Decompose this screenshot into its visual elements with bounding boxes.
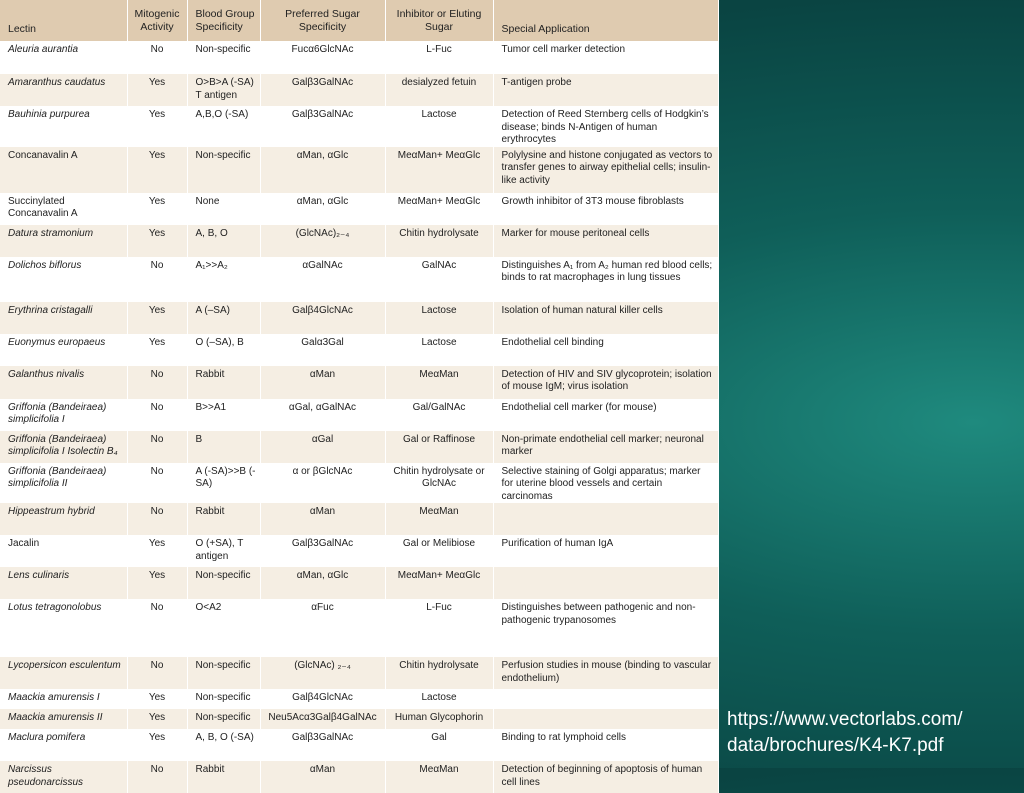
cell-lectin: Concanavalin A xyxy=(0,147,127,193)
cell-lectin: Bauhinia purpurea xyxy=(0,106,127,147)
cell-sugar: αFuc xyxy=(260,599,385,657)
table-row xyxy=(0,599,718,657)
table-row xyxy=(0,334,718,366)
cell-blood-group: O (–SA), B xyxy=(187,334,260,366)
cell-inhibitor: Chitin hydrolysate xyxy=(385,225,493,257)
cell-mitogenic: Yes xyxy=(127,74,187,106)
cell-sugar: αMan xyxy=(260,761,385,793)
cell-application: Distinguishes between pathogenic and non-pathogenic trypanosomes xyxy=(493,599,718,657)
cell-sugar: αMan, αGlc xyxy=(260,193,385,225)
table-row xyxy=(0,761,718,793)
header-mitogenic: Mitogenic Activity xyxy=(127,0,187,41)
header-sugar: Preferred Sugar Specificity xyxy=(260,0,385,41)
cell-application: Binding to rat lymphoid cells xyxy=(493,729,718,761)
cell-inhibitor: MeαMan xyxy=(385,366,493,399)
table-row xyxy=(0,366,718,399)
cell-application: Detection of beginning of apoptosis of human cell lines xyxy=(493,761,718,793)
cell-sugar: αMan xyxy=(260,366,385,399)
cell-inhibitor: Lactose xyxy=(385,106,493,147)
cell-inhibitor: Lactose xyxy=(385,689,493,709)
cell-lectin: Lotus tetragonolobus xyxy=(0,599,127,657)
cell-application xyxy=(493,709,718,729)
cell-mitogenic: No xyxy=(127,463,187,504)
cell-inhibitor: Lactose xyxy=(385,334,493,366)
cell-application: Detection of Reed Sternberg cells of Hodgkin’s disease; binds N-Antigen of human erythrocytes xyxy=(493,106,718,147)
table-row xyxy=(0,657,718,689)
cell-lectin: Euonymus europaeus xyxy=(0,334,127,366)
table-row xyxy=(0,729,718,761)
cell-application: Isolation of human natural killer cells xyxy=(493,302,718,334)
cell-application: Selective staining of Golgi apparatus; marker for uterine blood vessels and certain carcinomas xyxy=(493,463,718,504)
cell-lectin: Amaranthus caudatus xyxy=(0,74,127,106)
table-row xyxy=(0,147,718,193)
cell-inhibitor: Gal or Raffinose xyxy=(385,431,493,463)
header-blood-group: Blood Group Specificity xyxy=(187,0,260,41)
cell-lectin: Lycopersicon esculentum xyxy=(0,657,127,689)
cell-inhibitor: MeαMan+ MeαGlc xyxy=(385,567,493,599)
header-application: Special Application xyxy=(493,0,718,41)
cell-inhibitor: Lactose xyxy=(385,302,493,334)
cell-blood-group: A (–SA) xyxy=(187,302,260,334)
cell-blood-group: O>B>A (-SA) T antigen xyxy=(187,74,260,106)
cell-sugar: αMan, αGlc xyxy=(260,567,385,599)
cell-application: T-antigen probe xyxy=(493,74,718,106)
cell-lectin: Datura stramonium xyxy=(0,225,127,257)
cell-application xyxy=(493,567,718,599)
cell-sugar: αGal, αGalNAc xyxy=(260,399,385,431)
cell-mitogenic: Yes xyxy=(127,535,187,567)
cell-sugar: (GlcNAc) ₂₋₄ xyxy=(260,657,385,689)
cell-inhibitor: MeαMan xyxy=(385,761,493,793)
cell-lectin: Galanthus nivalis xyxy=(0,366,127,399)
cell-sugar: Galβ3GalNAc xyxy=(260,729,385,761)
cell-lectin: Erythrina cristagalli xyxy=(0,302,127,334)
cell-sugar: Galβ3GalNAc xyxy=(260,106,385,147)
cell-inhibitor: Gal xyxy=(385,729,493,761)
cell-mitogenic: No xyxy=(127,657,187,689)
header-inhibitor: Inhibitor or Eluting Sugar xyxy=(385,0,493,41)
cell-sugar: Fucα6GlcNAc xyxy=(260,41,385,74)
table-row xyxy=(0,689,718,709)
table-row xyxy=(0,193,718,225)
cell-application: Detection of HIV and SIV glycoprotein; isolation of mouse IgM; virus isolation xyxy=(493,366,718,399)
table-row xyxy=(0,225,718,257)
cell-blood-group: B xyxy=(187,431,260,463)
cell-application xyxy=(493,689,718,709)
cell-mitogenic: No xyxy=(127,503,187,535)
cell-mitogenic: No xyxy=(127,399,187,431)
cell-blood-group: Non-specific xyxy=(187,709,260,729)
cell-lectin: Hippeastrum hybrid xyxy=(0,503,127,535)
cell-sugar: Galβ4GlcNAc xyxy=(260,302,385,334)
cell-mitogenic: Yes xyxy=(127,302,187,334)
table-row xyxy=(0,463,718,504)
cell-blood-group: O<A2 xyxy=(187,599,260,657)
cell-inhibitor: Human Glycophorin xyxy=(385,709,493,729)
table-row xyxy=(0,257,718,302)
cell-application: Purification of human IgA xyxy=(493,535,718,567)
table-header-row xyxy=(0,0,718,41)
table-row xyxy=(0,106,718,147)
cell-blood-group: None xyxy=(187,193,260,225)
cell-mitogenic: No xyxy=(127,599,187,657)
cell-sugar: αGalNAc xyxy=(260,257,385,302)
cell-application: Non-primate endothelial cell marker; neuronal marker xyxy=(493,431,718,463)
cell-blood-group: A, B, O xyxy=(187,225,260,257)
cell-application: Polylysine and histone conjugated as vectors to transfer genes to airway epithelial cells; insulin-like activity xyxy=(493,147,718,193)
cell-blood-group: A, B, O (-SA) xyxy=(187,729,260,761)
cell-inhibitor: Gal/GalNAc xyxy=(385,399,493,431)
cell-blood-group: A,B,O (-SA) xyxy=(187,106,260,147)
cell-inhibitor: MeαMan+ MeαGlc xyxy=(385,147,493,193)
cell-blood-group: Non-specific xyxy=(187,567,260,599)
cell-mitogenic: Yes xyxy=(127,225,187,257)
cell-mitogenic: Yes xyxy=(127,147,187,193)
cell-lectin: Maclura pomifera xyxy=(0,729,127,761)
header-lectin: Lectin xyxy=(0,0,127,41)
cell-lectin: Aleuria aurantia xyxy=(0,41,127,74)
cell-application: Growth inhibitor of 3T3 mouse fibroblasts xyxy=(493,193,718,225)
cell-inhibitor: Chitin hydrolysate xyxy=(385,657,493,689)
cell-mitogenic: Yes xyxy=(127,567,187,599)
table-row xyxy=(0,535,718,567)
cell-blood-group: Non-specific xyxy=(187,147,260,193)
cell-application xyxy=(493,503,718,535)
cell-mitogenic: No xyxy=(127,366,187,399)
cell-mitogenic: Yes xyxy=(127,729,187,761)
cell-blood-group: B>>A1 xyxy=(187,399,260,431)
cell-sugar: αMan, αGlc xyxy=(260,147,385,193)
cell-lectin: Lens culinaris xyxy=(0,567,127,599)
cell-mitogenic: Yes xyxy=(127,689,187,709)
cell-sugar: (GlcNAc)₂₋₄ xyxy=(260,225,385,257)
table-row xyxy=(0,709,718,729)
table-row xyxy=(0,567,718,599)
cell-blood-group: O (+SA), T antigen xyxy=(187,535,260,567)
cell-mitogenic: Yes xyxy=(127,106,187,147)
cell-blood-group: Rabbit xyxy=(187,366,260,399)
cell-application: Distinguishes A₁ from A₂ human red blood cells; binds to rat macrophages in lung tissues xyxy=(493,257,718,302)
cell-lectin: Griffonia (Bandeiraea) simplicifolia I xyxy=(0,399,127,431)
cell-sugar: α or βGlcNAc xyxy=(260,463,385,504)
cell-lectin: Narcissus pseudonarcissus xyxy=(0,761,127,793)
cell-sugar: Galβ4GlcNAc xyxy=(260,689,385,709)
cell-blood-group: Rabbit xyxy=(187,503,260,535)
cell-lectin: Griffonia (Bandeiraea) simplicifolia II xyxy=(0,463,127,504)
cell-application: Marker for mouse peritoneal cells xyxy=(493,225,718,257)
cell-mitogenic: No xyxy=(127,431,187,463)
cell-mitogenic: Yes xyxy=(127,193,187,225)
cell-lectin: Jacalin xyxy=(0,535,127,567)
cell-inhibitor: desialyzed fetuin xyxy=(385,74,493,106)
table-row xyxy=(0,431,718,463)
cell-mitogenic: No xyxy=(127,41,187,74)
cell-inhibitor: MeαMan xyxy=(385,503,493,535)
table-row xyxy=(0,503,718,535)
cell-mitogenic: No xyxy=(127,761,187,793)
cell-inhibitor: MeαMan+ MeαGlc xyxy=(385,193,493,225)
cell-mitogenic: Yes xyxy=(127,334,187,366)
cell-sugar: Galα3Gal xyxy=(260,334,385,366)
cell-sugar: αGal xyxy=(260,431,385,463)
cell-mitogenic: Yes xyxy=(127,709,187,729)
cell-application: Endothelial cell binding xyxy=(493,334,718,366)
table-row xyxy=(0,41,718,74)
cell-lectin: Dolichos biflorus xyxy=(0,257,127,302)
table-row xyxy=(0,399,718,431)
cell-sugar: Galβ3GalNAc xyxy=(260,535,385,567)
table-row xyxy=(0,302,718,334)
cell-lectin: Maackia amurensis I xyxy=(0,689,127,709)
cell-sugar: Galβ3GalNAc xyxy=(260,74,385,106)
cell-blood-group: Non-specific xyxy=(187,657,260,689)
cell-lectin: Succinylated Concanavalin A xyxy=(0,193,127,225)
cell-blood-group: Non-specific xyxy=(187,689,260,709)
source-url[interactable]: https://www.vectorlabs.com/ data/brochures/K4-K7.pdf xyxy=(727,709,963,756)
cell-application: Endothelial cell marker (for mouse) xyxy=(493,399,718,431)
cell-blood-group: A (-SA)>>B (-SA) xyxy=(187,463,260,504)
cell-lectin: Griffonia (Bandeiraea) simplicifolia I Isolectin B₄ xyxy=(0,431,127,463)
cell-inhibitor: Gal or Melibiose xyxy=(385,535,493,567)
cell-inhibitor: GalNAc xyxy=(385,257,493,302)
cell-lectin: Maackia amurensis II xyxy=(0,709,127,729)
cell-sugar: Neu5Acα3Galβ4GalNAc xyxy=(260,709,385,729)
cell-application: Perfusion studies in mouse (binding to vascular endothelium) xyxy=(493,657,718,689)
cell-application: Tumor cell marker detection xyxy=(493,41,718,74)
cell-inhibitor: Chitin hydrolysate or GlcNAc xyxy=(385,463,493,504)
cell-blood-group: A₁>>A₂ xyxy=(187,257,260,302)
cell-inhibitor: L-Fuc xyxy=(385,599,493,657)
cell-blood-group: Non-specific xyxy=(187,41,260,74)
table-row xyxy=(0,74,718,106)
cell-mitogenic: No xyxy=(127,257,187,302)
cell-blood-group: Rabbit xyxy=(187,761,260,793)
cell-inhibitor: L-Fuc xyxy=(385,41,493,74)
cell-sugar: αMan xyxy=(260,503,385,535)
